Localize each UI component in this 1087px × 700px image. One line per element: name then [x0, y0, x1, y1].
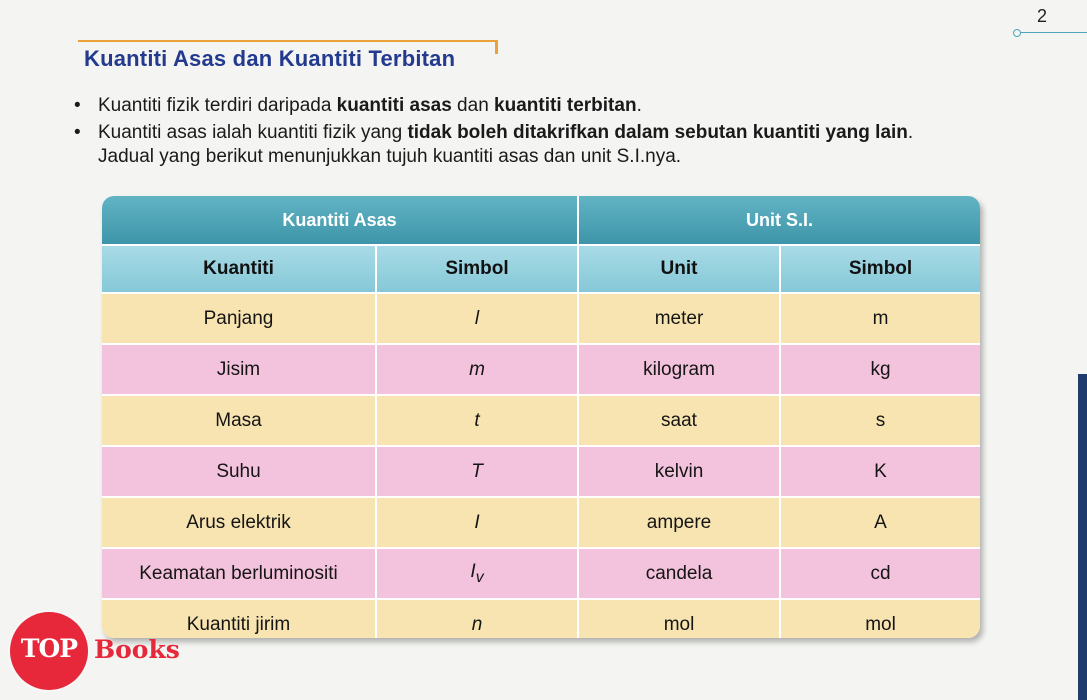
table-row: [102, 446, 980, 497]
cell-unit-symbol: cd: [780, 548, 980, 599]
group-header-row: [102, 196, 980, 245]
column-header-unit-symbol: Simbol: [780, 245, 980, 293]
table-row: [102, 293, 980, 344]
cell-unit: kilogram: [578, 344, 780, 395]
cell-unit-symbol: A: [780, 497, 980, 548]
column-header-row: [102, 245, 980, 293]
cell-unit: kelvin: [578, 446, 780, 497]
bullet-bold-term: tidak boleh ditakrifkan dalam sebutan kuantiti yang lain: [407, 122, 908, 143]
group-header-base-quantity: Kuantiti Asas: [102, 196, 578, 245]
section-title: Kuantiti Asas dan Kuantiti Terbitan: [84, 46, 456, 71]
column-header-unit: Unit: [578, 245, 780, 293]
table-row: [102, 344, 980, 395]
cell-unit: ampere: [578, 497, 780, 548]
cell-symbol: l: [376, 293, 578, 344]
cell-symbol: t: [376, 395, 578, 446]
cell-quantity: Arus elektrik: [102, 497, 376, 548]
cell-unit: meter: [578, 293, 780, 344]
cell-quantity: Kuantiti jirim: [102, 599, 376, 638]
page-number-dot: [1013, 29, 1021, 37]
table: [102, 196, 980, 638]
logo-text-books: Books: [94, 635, 180, 664]
cell-quantity: Suhu: [102, 446, 376, 497]
cell-unit-symbol: kg: [780, 344, 980, 395]
cell-quantity: Keamatan berluminositi: [102, 548, 376, 599]
bullet-bold-term: kuantiti asas: [336, 95, 452, 116]
cell-symbol: m: [376, 344, 578, 395]
table-row: [102, 548, 980, 599]
symbol-subscript: v: [475, 568, 484, 586]
table-row: [102, 599, 980, 638]
table-row: [102, 497, 980, 548]
column-header-quantity: Kuantiti: [102, 245, 376, 293]
cell-symbol: [376, 548, 578, 599]
page-number: 2: [1036, 6, 1047, 26]
bullet-text: .: [907, 122, 914, 143]
bullet-item: [72, 121, 1072, 169]
cell-unit: mol: [578, 599, 780, 638]
cell-quantity: Masa: [102, 395, 376, 446]
cell-quantity: Jisim: [102, 344, 376, 395]
column-header-symbol: Simbol: [376, 245, 578, 293]
logo-text-top: TOP: [20, 634, 78, 663]
bullet-text: Jadual yang berikut menunjukkan tujuh kuantiti asas dan unit S.I.nya.: [98, 146, 682, 167]
cell-unit: candela: [578, 548, 780, 599]
bullet-text: .: [636, 95, 642, 116]
bullet-text: Kuantiti fizik terdiri daripada: [98, 95, 337, 116]
cell-unit-symbol: s: [780, 395, 980, 446]
bullet-text: Kuantiti asas ialah kuantiti fizik yang: [98, 122, 408, 143]
cell-symbol: I: [376, 497, 578, 548]
bullet-item: [72, 94, 1072, 118]
bullet-list: [72, 94, 1072, 172]
page-edge-strip: [1078, 374, 1087, 700]
topbooks-logo: [10, 612, 190, 692]
table-row: [102, 395, 980, 446]
base-quantities-table: [102, 196, 980, 638]
cell-quantity: Panjang: [102, 293, 376, 344]
cell-unit-symbol: m: [780, 293, 980, 344]
group-header-si-unit: Unit S.I.: [578, 196, 980, 245]
cell-unit-symbol: K: [780, 446, 980, 497]
page-number-rule: [1016, 32, 1087, 33]
cell-unit: saat: [578, 395, 780, 446]
bullet-text: dan: [451, 95, 495, 116]
cell-symbol: n: [376, 599, 578, 638]
cell-symbol: T: [376, 446, 578, 497]
bullet-bold-term: kuantiti terbitan: [494, 95, 637, 116]
symbol-main: I: [470, 560, 476, 582]
cell-unit-symbol: mol: [780, 599, 980, 638]
